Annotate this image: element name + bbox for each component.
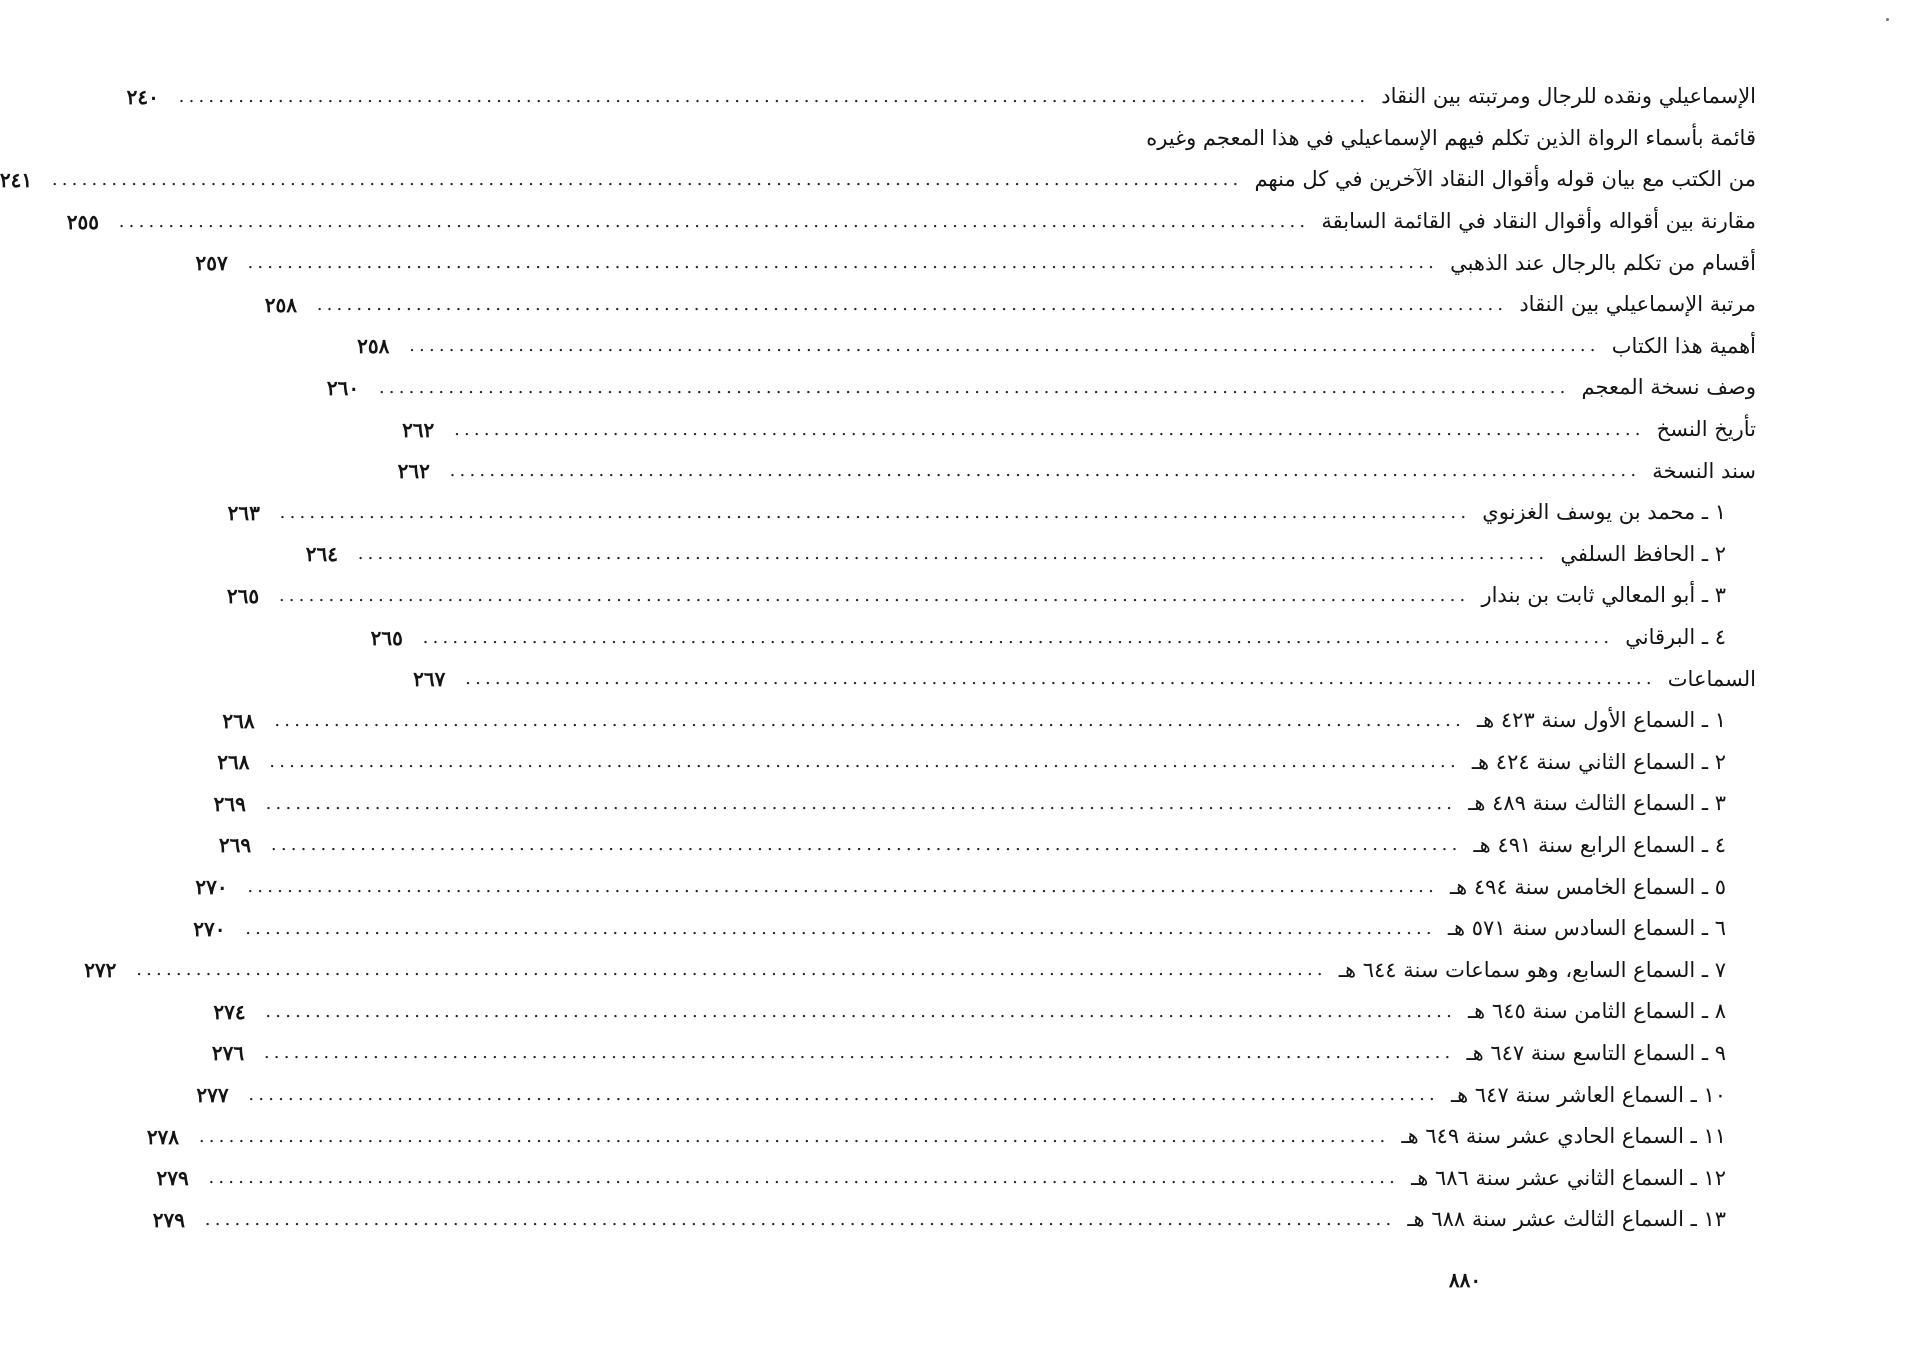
dot-leader: ........................................................................................................................	[270, 834, 1462, 856]
toc-entry	[211, 1033, 1756, 1075]
dot-leader: ........................................................................................................................	[316, 293, 1508, 315]
dot-leader: ........................................................................................................................	[274, 709, 1465, 731]
toc-entry	[156, 1157, 1756, 1199]
toc-entry	[213, 991, 1756, 1033]
toc-entry-title: ١٢ ـ السماع الثاني عشر سنة ٦٨٦ هـ	[1411, 1165, 1726, 1190]
table-of-contents	[0, 76, 1756, 1241]
toc-entry-page: ٢٦٥	[370, 625, 403, 650]
toc-entry-page: ٢٧٩	[152, 1207, 186, 1232]
toc-entry	[152, 1199, 1756, 1241]
toc-entry-page: ٢٦٨	[222, 708, 255, 733]
toc-entry-page: ٢٧٠	[193, 916, 226, 941]
toc-entry	[227, 492, 1756, 534]
toc-entry	[84, 949, 1756, 991]
toc-entry-title: أقسام من تكلم بالرجال عند الذهبي	[1450, 250, 1756, 275]
toc-entry	[195, 866, 1756, 908]
dot-leader: ........................................................................................................................	[263, 1042, 1455, 1064]
toc-entry-title: ٣ ـ السماع الثالث سنة ٤٨٩ هـ	[1468, 791, 1726, 816]
dot-leader: ........................................................................................................................	[178, 85, 1370, 107]
dot-leader: ........................................................................................................................	[245, 917, 1436, 939]
page-number: ٨٨٠	[1448, 1268, 1482, 1292]
toc-entry-page: ٢٧٩	[156, 1166, 189, 1191]
dot-leader: ........................................................................................................................	[51, 168, 1243, 190]
dot-leader: ........................................................................................................................	[198, 1125, 1390, 1147]
dot-leader: ........................................................................................................................	[118, 210, 1310, 232]
toc-entry-title: من الكتب مع بيان قوله وأقوال النقاد الآخرين في كل منهم	[1254, 167, 1756, 192]
toc-entry	[193, 908, 1756, 950]
toc-entry-title: قائمة بأسماء الرواة الذين تكلم فيهم الإسماعيلي في هذا المعجم وغيره	[1146, 125, 1756, 150]
dot-leader: ........................................................................................................................	[278, 584, 1470, 606]
toc-entry-page: ٢٦٣	[227, 500, 260, 525]
toc-entry-page: ٢٥٧	[195, 251, 228, 276]
toc-entry	[217, 742, 1756, 784]
toc-entry-page: ٢٧٤	[213, 999, 246, 1024]
toc-entry-page: ٢٤٠	[126, 84, 159, 109]
dot-leader: ........................................................................................................................	[136, 959, 1327, 981]
toc-entry-page: ٢٥٨	[357, 334, 390, 359]
dot-leader: ........................................................................................................................	[247, 876, 1438, 898]
toc-entry	[402, 409, 1756, 451]
toc-entry-title: ٤ ـ البرقاني	[1625, 625, 1726, 650]
toc-entry-page: ٢٧٦	[211, 1041, 245, 1066]
toc-entry-title: ٤ ـ السماع الرابع سنة ٤٩١ هـ	[1473, 832, 1726, 857]
toc-entry-page: ٢٧٨	[146, 1124, 180, 1149]
toc-entry	[326, 367, 1756, 409]
dot-leader: ........................................................................................................................	[357, 543, 1549, 565]
toc-entry-title: تأريخ النسخ	[1656, 417, 1756, 442]
dot-leader: ........................................................................................................................	[269, 751, 1460, 773]
toc-entry-page: ٢٧٢	[84, 958, 117, 983]
toc-entry	[126, 76, 1756, 118]
toc-entry-page: ٢٧٠	[195, 875, 228, 900]
dot-leader: ........................................................................................................................	[454, 418, 1645, 440]
dot-leader: ........................................................................................................................	[409, 335, 1600, 357]
toc-entry-title: الإسماعيلي ونقده للرجال ومرتبته بين النقاد	[1381, 84, 1756, 109]
toc-entry-title: أهمية هذا الكتاب	[1611, 333, 1756, 358]
dot-leader: ........................................................................................................................	[465, 668, 1656, 690]
toc-entry-title: مرتبة الإسماعيلي بين النقاد	[1519, 292, 1756, 317]
toc-entry-title: ٢ ـ السماع الثاني سنة ٤٢٤ هـ	[1471, 749, 1726, 774]
toc-entry-page: ٢٦٥	[226, 583, 260, 608]
toc-entry-title: مقارنة بين أقواله وأقوال النقاد في القائمة السابقة	[1321, 209, 1756, 234]
dot-leader: ........................................................................................................................	[422, 626, 1614, 648]
dot-leader: ........................................................................................................................	[248, 1084, 1439, 1106]
toc-entry	[213, 783, 1756, 825]
toc-entry-page: ٢٦٩	[218, 833, 252, 858]
toc-entry-page: ٢٤١	[0, 167, 33, 192]
toc-entry-page: ٢٦٤	[305, 542, 338, 567]
toc-entry-page: ٢٦٢	[397, 459, 430, 484]
toc-entry-title: ١٠ ـ السماع العاشر سنة ٦٤٧ هـ	[1450, 1082, 1726, 1107]
toc-entry-title: ١ ـ السماع الأول سنة ٤٢٣ هـ	[1477, 708, 1726, 733]
toc-entry	[370, 617, 1756, 659]
dot-leader: ........................................................................................................................	[204, 1208, 1396, 1230]
dot-leader: ........................................................................................................................	[449, 460, 1641, 482]
toc-entry	[66, 201, 1756, 243]
toc-entry-page: ٢٦٢	[402, 417, 435, 442]
toc-entry-title: ١٣ ـ السماع الثالث عشر سنة ٦٨٨ هـ	[1407, 1207, 1726, 1232]
toc-entry	[222, 700, 1756, 742]
dot-leader: ........................................................................................................................	[265, 792, 1457, 814]
toc-entry-title: وصف نسخة المعجم	[1581, 375, 1756, 400]
toc-entry-title: ٨ ـ السماع الثامن سنة ٦٤٥ هـ	[1468, 999, 1726, 1024]
toc-entry-title: ١١ ـ السماع الحادي عشر سنة ٦٤٩ هـ	[1401, 1124, 1726, 1149]
toc-entry	[305, 534, 1756, 576]
toc-entry	[196, 1074, 1756, 1116]
toc-entry	[413, 658, 1756, 700]
toc-entry	[357, 326, 1756, 368]
toc-entry-page: ٢٦٧	[413, 667, 446, 692]
toc-entry	[397, 450, 1756, 492]
toc-entry-title: ٢ ـ الحافظ السلفي	[1560, 541, 1726, 566]
dot-leader: ........................................................................................................................	[378, 376, 1570, 398]
toc-entry-title: السماعات	[1667, 666, 1756, 691]
toc-entry-title: ١ ـ محمد بن يوسف الغزنوي	[1482, 500, 1726, 525]
toc-entry-title: ٦ ـ السماع السادس سنة ٥٧١ هـ	[1447, 916, 1726, 941]
dot-leader: ........................................................................................................................	[265, 1000, 1456, 1022]
toc-entry-page: ٢٧٧	[196, 1083, 229, 1108]
toc-entry-page: ٢٦٨	[217, 750, 250, 775]
toc-entry	[1128, 118, 1756, 160]
dot-leader: ........................................................................................................................	[247, 252, 1439, 274]
toc-entry	[218, 825, 1756, 867]
toc-entry	[195, 242, 1756, 284]
toc-entry-title: ٣ ـ أبو المعالي ثابت بن بندار	[1481, 583, 1726, 608]
toc-entry-page: ٢٦٠	[326, 375, 360, 400]
toc-entry	[0, 159, 1756, 201]
toc-entry-title: ٩ ـ السماع التاسع سنة ٦٤٧ هـ	[1466, 1040, 1726, 1065]
toc-entry-title: ٥ ـ السماع الخامس سنة ٤٩٤ هـ	[1450, 874, 1726, 899]
scan-speck	[1886, 18, 1889, 21]
toc-entry-title: ٧ ـ السماع السابع، وهو سماعات سنة ٦٤٤ هـ	[1338, 957, 1726, 982]
dot-leader: ........................................................................................................................	[279, 501, 1471, 523]
toc-entry-page: ٢٦٩	[213, 791, 246, 816]
toc-entry-title: سند النسخة	[1652, 458, 1756, 483]
toc-entry	[264, 284, 1756, 326]
toc-entry	[226, 575, 1756, 617]
dot-leader: ........................................................................................................................	[208, 1167, 1400, 1189]
toc-entry-page: ٢٥٨	[264, 292, 297, 317]
toc-entry	[146, 1116, 1756, 1158]
toc-entry-page: ٢٥٥	[66, 209, 99, 234]
